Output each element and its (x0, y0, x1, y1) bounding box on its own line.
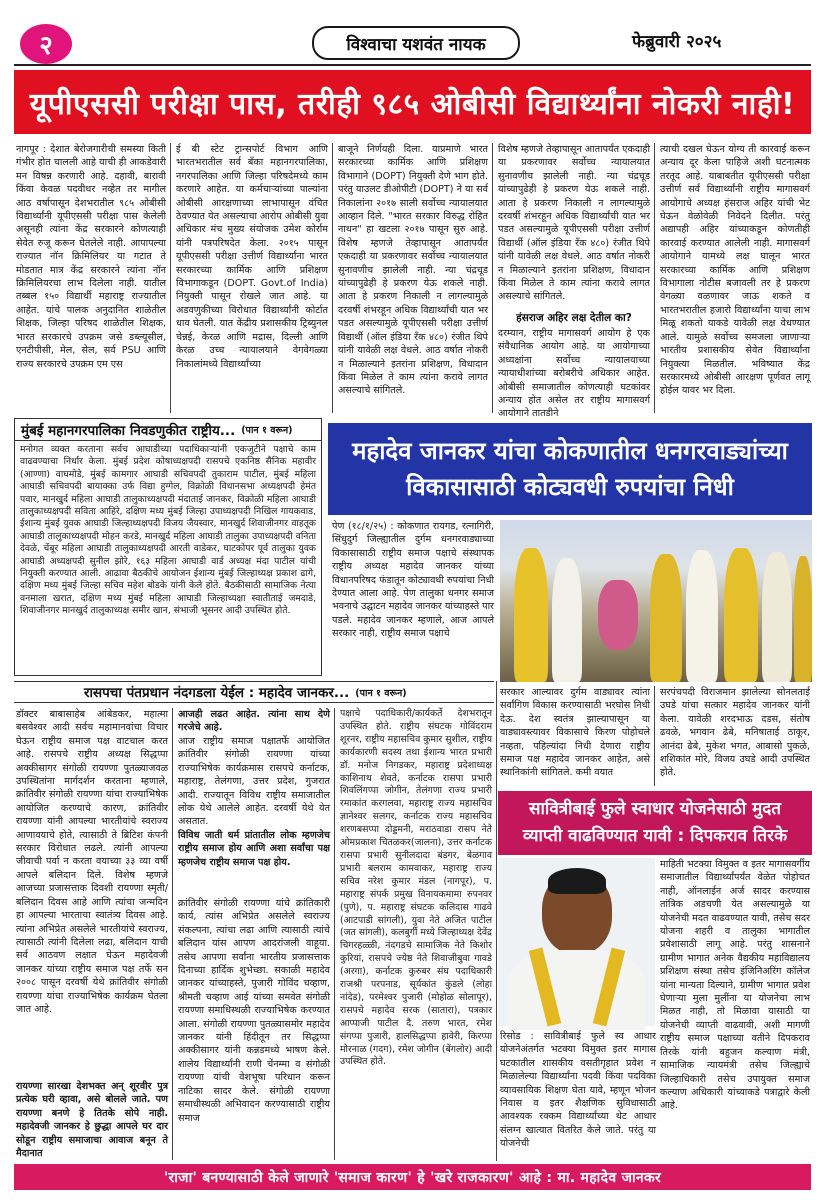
event-photo (500, 520, 812, 682)
nanded-col-2-text: आज राष्ट्रीय समाज पक्षातर्फे आयोजित क्रांतिवीर संगोळी रायण्णा यांच्या राज्याभिषेक कार्यक्रमास रासपचे कर्नाटक, महाराष्ट्र, तेलंगणा, उत्तर प्रदेश, गुजरात आदी. राज्यातून विविध राष्ट्रीय समाजातील लोक येथे आलेले आहेत. दरवर्षी येथे येत असतात. (178, 736, 330, 828)
nanded-col-1-text: डॉक्टर बाबासाहेब आंबेडकर, महात्मा बसवेश्वर आदी सर्वच महामानवांचा विचार घेऊन राष्ट्रीय समाज पक्ष वाटचाल करत आहे. रासपचे राष्ट्रीय अध्यक्ष सिद्धप्पा अक्कीसागर संगोळी रायण्णा पुतळ्याजवळ उपस्थितांना मार्गदर्शन करताना म्हणाले, क्रांतिवीर संगोळी रायण्णा यांचा राज्याभिषेक आयोजित करण्याचे कारण, क्रांतिवीर रायण्णा यांनी आपल्या भारतीयांचे स्वराज्य आणावयाचे होते, त्यासाठी ते ब्रिटिश कंपनी सरकार विरोधात लढले. त्यांनी आपल्या जीवाची पर्वा न करता वयाच्या ३३ व्या वर्षी आपले बलिदान दिले. विशेष म्हणजे आजच्या प्रजासत्ताक दिवशी रायण्णा स्मृती/बलिदान दिवस आहे आणि त्यांचा जन्मदिन हा आपल्या भारताचा स्वातंत्र्य दिवस आहे. त्यांना अभिप्रेत असलेले भारतीयांचे स्वराज्य, त्यासाठी त्यांनी दिलेला लढा, बलिदान याची सर्व आठवण लक्षात घेऊन महादेवजी जानकर यांच्या राष्ट्रीय समाज पक्ष तर्फे सन २००८ पासून दरवर्षी येथे क्रांतिवीर संगोळी रायण्णा यांचा राज्याभिषेक कार्यक्रम घेतला जात आहे. (16, 709, 168, 1015)
lead-col-3: बाजूने निर्णयही दिला. याप्रमाणे भारत सरकारच्या कार्मिक आणि प्रशिक्षण विभागाने (DOPT) नियुक्ती देणे भाग होते. परंतु याउलट डीओपीटी (DOPT) ने या सर्व निकालांना २०१७ साली सर्वोच्च न्यायालयात आव्हान दिले. "भारत सरकार विरुद्ध रोहित नाथन" हा खटला २०१७ पासून सुरु आहे. विशेष म्हणजे तेव्हापासून आतापर्यंत एकदाही या प्रकरणावर सर्वोच्च न्यायालयात सुनावणीच झालेली नाही. न्या चंद्रचूड यांच्यापुढेही हे प्रकरण येऊ शकले नाही. आता हे प्रकरण निकाली न लागल्यामुळे दरवर्षी शंभरहून अधिक विद्यार्थ्यांची यात भर पडत असल्यामुळे यूपीएससी परीक्षा उत्तीर्ण विद्यार्थी (ऑल इंडिया रँक ४८०) रंजीत थिपे यांनी यावेळी लक्ष वेधले. आठ वर्षात नोकरी न मिळाल्याने इतरांना प्रशिक्षण, विधादान किंवा मिळेल ते काम त्यांना करावे लागत असल्याचे सांगितले. (338, 144, 488, 397)
nanded-col-2-bold: आजही लढत आहेत. त्यांना साथ देणे गरजेचे आहे. (178, 709, 330, 734)
nanded-col-3: पक्षाचे पदाधिकारी/कार्यकर्ते देशभरातून उपस्थित होते. राष्ट्रीय संघटक गोविंदराम शूरनर, राष्ट्रीय महासचिव कुमार सुशील, राष्ट्रीय कार्यकारणी सदस्य तथा ईशान्य भारत प्रभारी डॉ. मनोज निगडकर, महाराष्ट्र प्रदेशाध्यक्ष काशिनाथ शेवते, कर्नाटक रासपा प्रभारी शिवलिंगप्पा जोगीन, तेलंगणा राज्य प्रभारी रमाकांत करगलवा, महाराष्ट्र राज्य महासचिव ज्ञानेश्वर सलगर, कर्नाटक राज्य महासचिव शरणबसप्पा दोड्डमनी, मराठवाडा रासप नेते ओमप्रकाश चितळकर(जालना), उत्तर कर्नाटक रासपा प्रभारी सुनीलदादा बंडगर, बेळगाव प्रभारी बलराम कामवाकर, महाराष्ट्र राज्य सचिव नरेश कुमार मंडल (नागपूर), प. महाराष्ट्र संपर्क प्रमुख विनायकमामा रुपनवर (पुणे), प. महाराष्ट्र संघटक कलिदास गाढवे (आटपाडी सांगली), युवा नेते अजित पाटील (जत सांगली), कलबुर्गी मध्ये जिल्हाध्यक्ष देवेंद्र चिगरहळ्ळी, नंदगडचे सामाजिक नेते किशोर कुरियां, रासपचे ज्येष्ठ नेते शिवाजीबुवा गावडे (अरगा), कर्नाटक कुरुबर संघ पदाधिकारी राजश्री परपनाड, सूर्यकांत कुंडले (लोहा नांदेड), परमेश्वर पुजारी (मोहोळ सोलापूर), रासपचे महादेव सरक (सातारा), पत्रकार आप्पाजी पाटील दै. तरुण भारत, रमेश संगप्पा पुजारी, हालसिद्धप्पा हावेरी, किरप्पा मोरनाळ (गदग), रमेश जोगीन (बेंगलोर) आदी उपस्थित होते. (340, 708, 492, 1068)
masthead-title: विश्वाचा यशवंत नायक (312, 26, 520, 60)
savitribai-headline-line2: व्याप्ती वाढविण्यात यावी : दिपकराव तिरके (522, 826, 788, 846)
col-divider (654, 143, 655, 413)
savitribai-banner (498, 791, 812, 855)
savitribai-caption-text: सावित्रीबाई फुले स्व आधार योजनेअंतर्गत भटक्या विमुक्त इतर मागास घटकातील शासकीय वसतीगृहात प्रवेश न मिळालेल्या विद्यार्थ्यांना पदवी किंवा पदविका व्यावसायिक शिक्षण घेता यावे, म्हणून भोजन निवास व इतर शैक्षणिक सुविधासाठी आवश्यक रक्कम विद्यार्थ्यांच्या थेट आधार संलग्न खात्यात वितरित केले जाते. परंतु या योजनेची (500, 1031, 656, 1150)
lead-col-4b-text: दरम्यान, राष्ट्रीय मागासवर्ग आयोग हे एक संवैधानिक आयोग आहे. या आयोगाच्या अध्यक्षांना सर्वोच्च न्यायालयाच्या न्यायाधीशांच्या बरोबरीचे अधिकार आहेत. ओबीसी समाजातील कोणत्याही घटकांवर अन्याय होत असेल तर राष्ट्रीय मागासवर्ग आयोगाने तातडीने (498, 328, 650, 420)
nanded-continued: (पान १ वरून) (355, 687, 407, 699)
nanded-col-2b-text: क्रांतिवीर संगोळी रायण्णा यांचे क्रांतिकारी कार्य, त्यांस अभिप्रेत असलेले स्वराज्य संकल्पना, त्यांचा लढा आणि त्यासाठी त्यांचे बलिदान यांस आपण आदरांजली वाहूया. तसेच आपणा सर्वांना भारतीय प्रजासत्ताक दिनाच्या हार्दिक शुभेच्छा. सकाळी महादेव जानकर यांच्याहस्ते, पुजारी गोविंद चव्हाण, श्रीमती चव्हाण आई यांच्या समवेत संगोळी रायण्णा समाधिस्थळी राज्याभिषेक करण्यात आला. संगोळी रायण्णा पुतळ्यासमोर महादेव जानकर यांनी हिंदीतून तर सिद्धप्पा अक्कीसागर यांनी कन्नडमध्ये भाषण केले. शालेय विद्यार्थ्यांनी राणी चेंनम्मा व संगोळी रायण्णा यांची वेशभूषा परिधान करून नाटिका सादर केले. संगोळी रायण्णा समाधीस्थळी अभिवादन करण्यासाठी राष्ट्रीय समाज (178, 898, 330, 1124)
jankar-funds-banner (328, 423, 812, 515)
nanded-col-2 (178, 708, 330, 1160)
lead-col-4-text: विशेष म्हणजे तेव्हापासून आतापर्यंत एकदाही या प्रकरणावर सर्वोच्च न्यायालयात सुनावणीच झालेली नाही. न्या चंद्रचूड यांच्यापुढेही हे प्रकरण येऊ शकले नाही. आता हे प्रकरण निकाली न लागल्यामुळे दरवर्षी शंभरहून अधिक विद्यार्थ्यांची यात भर पडत असल्यामुळे यूपीएससी परीक्षा उत्तीर्ण विद्यार्थी (ऑल इंडिया रँक ४८०) रंजीत थिपे यांनी यावेळी लक्ष वेधले. आठ वर्षात नोकरी न मिळाल्याने इतरांना प्रशिक्षण, विधादान किंवा मिळेल ते काम त्यांना करावे लागत असल्याचे सांगितले. (498, 144, 650, 303)
jankar-headline-line1: महादेव जानकर यांचा कोकणातील धनगरवाड्यांच्या (352, 437, 788, 465)
lead-headline: यूपीएससी परीक्षा पास, तरीही ९८५ ओबीसी विद्यार्थ्यांना नोकरी नाही! (14, 70, 811, 134)
footer-slogan: 'राजा' बनण्यासाठी केले जाणारे 'समाज कारण' हे 'खरे राजकारण' आहे : मा. महादेव जानकर (14, 1164, 811, 1190)
lead-col-4 (498, 143, 650, 420)
mumbai-continued: (पान १ वरून) (241, 425, 293, 436)
savitribai-headline-line1: सावित्रीबाई फुले स्वाधार योजनेसाठी मुदत (529, 799, 781, 819)
lead-col-1: नागपूर : देशात बेरोजगारीची समस्या किती गंभीर होत चालली आहे याची ही आकडेवारी मन विषन्न करणारी आहे. दहावी, बारावी किंवा केवळ पदवीधर नव्हेत तर मागील आठ वर्षापासून देशभरातील ९८५ ओबीसी विद्यार्थ्यांनी यूपीएससी परीक्षा पास केलेली असूनही त्यांना केंद्र सरकारने कोणत्याही सेवेत रुजू करून घेतलेले नाही. आपापल्या राज्यात नॉन क्रिमिलियर या गटात ते मोडतात मात्र केंद्र सरकारने त्यांना नॉन क्रिमिलियरचा लाभ दिलेला नाही. यातील तब्बल १५० विद्यार्थी महाराष्ट्र राज्यातील आहेत. यांचे पालक अनुदानित शाळेतील शिक्षक, जिल्हा परिषद शाळेतील शिक्षक, भारत सरकारचे उपक्रम जसे डब्ल्यूसील, एनटीपीसी, मेल, सेल, सर्व PSU आणि राज्य सरकारचे उपक्रम एम एस (16, 144, 166, 370)
lead-col-5: त्याची दखल घेऊन योग्य ती कारवाई करून अन्याय दूर केला पाहिजे अशी घटनात्मक तरतूद आहे. याबाबतीत यूपीएससी परीक्षा उत्तीर्ण सर्व विद्यार्थ्यांनी राष्ट्रीय मागासवर्ग आयोगाचे अध्यक्ष हंसराज अहिर यांची भेट घेऊन वेळोवेळी निवेदने दिलीत. परंतु अद्यापही अहिर यांच्याकडून कोणतीही कारवाई करण्यात आलेली नाही. मागासवर्ग आयोगाने यामध्ये लक्ष घालून भारत सरकारच्या कार्मिक आणि प्रशिक्षण विभागाला नोटीस बजावली तर हे प्रकरण वेगळ्या वळणावर जाऊ शकते व भारतभरातील हजारो विद्यार्थ्यांना याचा लाभ मिळू शकतो याकडे यावेळी लक्ष वेधण्यात आले. यामुळे सर्वोच्च समजला जाणाऱ्या भारतीय प्रशासकीय सेवेत विद्यार्थ्यांना नियुक्त्या मिळतील. भविष्यात केंद्र सरकारमध्ये ओबीसी आरक्षण पूर्णवत लागू होईल यावर भर दिला. (660, 144, 810, 397)
col-divider (332, 143, 333, 413)
savitribai-caption (500, 1030, 656, 1162)
lead-subhead: हंसराज अहिर लक्ष देतील का? (516, 312, 632, 324)
col-divider (170, 143, 171, 413)
mumbai-headline-row (15, 419, 321, 441)
jankar-funds-col-3: सरपंचपदी विराजमान झालेल्या सोनलताई उघडे यांचा सत्कार महादेव जानकर यांनी केला. यावेळी शरदभाऊ दडस, संतोष ढवळे, भगवान ढेबे, मनिषाताई ठाकूर, आनंदा ढेबे, मुकेश भगत, आबासो पुकळे, शशिकांत मोरे, विजय उघडे आदी उपस्थित होते. (660, 687, 810, 779)
mumbai-headline: मुंबई महानगरपालिका निवडणुकीत राष्ट्रीय... (21, 422, 236, 439)
mumbai-box (14, 418, 322, 676)
col-divider (492, 143, 493, 413)
col-divider (496, 681, 497, 1161)
savitribai-caption-label: रिसोड : (500, 1031, 534, 1042)
mumbai-body: मनोगत व्यक्त करताना सर्वच आघाडीच्या पदाधिकाऱ्यांनी एकजुटीने पक्षाचे काम वाढवण्याचा निर्धार केला. मुंबई प्रदेश कोषाध्यक्षपदी रासपचे एकनिष्ठ सैनिक महावीर (आण्णा) वाघमोडे, मुंबई कामगार आघाडी सचिवपदी तुकाराम पाटील, मुंबई महिला आघाडी सचिवपदी बायाक्का उर्फ विद्या हुग्गेल, विक्रोळी विधानसभा अध्यक्षपदी हेमंत पवार, मानखुर्द महिला आघाडी तालुकाध्यक्षपदी मंदाताई जानकर, विक्रोळी महिला आघाडी तालुकाध्यक्षपदी सविता आहिरे, दक्षिण मध्य मुंबई जिल्हा उपाध्यक्षपदी निखिल गायकवाड, ईशान्य मुंबई युवक आघाडी जिल्हाध्यक्षपदी विजय जैयस्वार, मानखुर्द शिवाजीनगर वाहतूक आघाडी तालुकाध्यक्षपदी मोहन करडे, मानखुर्द महिला आघाडी तालुका उपाध्यक्षपदी वनिता देवळे, चेंबूर महिला आघाडी तालुकाध्यक्षपदी आरती वाडेकर, घाटकोपर पूर्व तालुका युवक आघाडी अध्यक्षपदी सुनील झोरे, १६३ महिला आघाडी वार्ड अध्यक्ष मंदा पाटील यांची नियुक्ती करण्यात आली. आढावा बैठकीचे आयोजन ईशान्य मुंबई जिल्हाध्यक्ष प्रकाश ढागे, दक्षिण मध्य मुंबई जिल्हा सचिव महेश बोडके यांनी केले होते. बैठकीसाठी सामाजिक नेत्या वनमाला खरात, दक्षिण मध्य मुंबई महिला आघाडी जिल्हाध्यक्षा स्वातीताई जमदाडे, शिवाजीनगर मानखुर्द तालुकाध्यक्ष समीर खान, संभाजी भूसनर आदी उपस्थित होते. (20, 444, 316, 617)
savitribai-right-col: माहिती भटक्या विमुक्त व इतर मागासवर्गीय समाजातील विद्यार्थ्यांपर्यंत वेळेत पोहोचत नाही, ऑनलाईन अर्ज सादर करण्यास तांत्रिक अडचणी येत असल्यामुळे या योजनेची मदत वाढवण्यात यावी, तसेच सदर योजना शहरी व तालुका भागातील प्रवेशासाठी लागू आहे. परंतु शासनाने ग्रामीण भागात अनेक वैद्यकीय महाविद्यालय प्रशिक्षण संस्था तसेच इंजिनिअरिंग कॉलेज यांना मान्यता दिल्याने, ग्रामीण भागात प्रवेश घेणाऱ्या मुला मुलींना या योजनेचा लाभ मिळत नाही, तो मिळावा यासाठी या योजनेची व्याप्ती वाढवावी, अशी मागणी राष्ट्रीय समाज पक्षाच्या वतीने दिपकराव तिरके यांनी बहुजन कल्याण मंत्री, सामाजिक न्यायमंत्री तसेच जिल्ह्याचे जिल्हाधिकारी तसेच उपायुक्त समाज कल्याण अधिकारी यांच्याकडे पत्राद्वारे केली आहे. (660, 859, 810, 1112)
nanded-headline-row (14, 681, 494, 703)
jankar-funds-body: पेण (१८/१/२५) : कोकणात रायगड, रत्नागिरी, सिंधुदुर्ग जिल्ह्यातील दुर्गम धनगरवाड्याच्या विकासासाठी राष्ट्रीय समाज पक्षाचे संस्थापक राष्ट्रीय अध्यक्ष महादेव जानकर यांच्या विधानपरिषद फंडातून कोट्यावधी रुपयांचा निधी देण्यात आला आहे. पेण तालुका धनगर समाज भवनाचे उद्घाटन महादेव जानकर यांच्याहस्ते पार पडले. महादेव जानकर म्हणाले, आज आपले सरकार नाही, राष्ट्रीय समाज पक्षाचे (332, 521, 494, 640)
col-divider (172, 708, 173, 1160)
jankar-funds-col-2: सरकार आल्यावर दुर्गम वाड्यावर त्यांना सर्वांगिण विकास करण्यासाठी भरघोस निधी देऊ. देश स्वतंत्र झाल्यापासून या वाड्यावस्त्यावर विकासाचे किरण पोहोचले नव्हता, पहिल्यांदा निधी देणारा राष्ट्रीय समाज पक्ष महादेव जानकर आहेत, असे स्थानिकांनी सांगितले. कमी वयात (500, 687, 650, 779)
header-rule (14, 64, 811, 66)
col-divider (334, 708, 335, 1160)
nanded-col-1 (16, 708, 168, 1160)
issue-date: फेब्रुवारी २०२५ (632, 32, 722, 52)
nanded-col-2-bold2: विविध जाती धर्म प्रांतातील लोक म्हणजेच राष्ट्रीय समाज होय आणि अशा सर्वांचा पक्ष म्हणजेच राष्ट्रीय समाज पक्ष होय. (178, 830, 330, 868)
page-number-badge: २ (20, 24, 72, 64)
lead-col-2: ई बी स्टेट ट्रान्सपोर्ट विभाग आणि भारतभरातील सर्व बँका महानगरपालिका, नगरपालिका आणि जिल्हा परिषदेमध्ये काम करणारे आहेत. या कर्मचाऱ्यांच्या पाल्यांना ओबीसी आरक्षणाच्या लाभापासून वंचित ठेवण्यात येत असल्याचा आरोप ओबीसी युवा अधिकार मंच मुख्य संयोजक उमेश कोर्राम यांनी पत्रपरिषदेत केला. २०१५ पासून यूपीएससी परीक्षा उत्तीर्ण विद्यार्थ्यांना भारत सरकारच्या कार्मिक आणि प्रशिक्षण विभागाकडून (DOPT. Govt.of India) नियुक्ती पासून रोखले जात आहे. या अडवणुकीच्या विरोधात विद्यार्थ्यांनी कोर्टात धाव घेतली. यात केंद्रीय प्रशासकीय ट्रिब्युनल चेन्नई, केरळ आणि मद्रास, दिल्ली आणि केरळ उच्च न्यायालयाने वेगवेगळ्या निकालांमध्ये विद्यार्थ्यांच्या (176, 144, 328, 370)
col-divider (654, 686, 655, 786)
nanded-headline: रासपचा पंतप्रधान नंदगडला येईल : महादेव जानकर... (84, 685, 350, 701)
nanded-col-1-bold: रायण्णा सारखा देशभक्त अन् शूरवीर पुत्र प्रत्येक घरी व्हावा, असे बोलले जाते. पण रायण्णा बनणे हे तितके सोपे नाही. महादेवजी जानकर हे छुद्धा आपले घर दार सोडून राष्ट्रीय समाजाचा आवाज बनून ते मैदानात (16, 1081, 168, 1160)
portrait-photo (498, 858, 655, 1026)
jankar-headline-line2: विकासासाठी कोट्यवधी रुपयांचा निधी (406, 473, 734, 501)
